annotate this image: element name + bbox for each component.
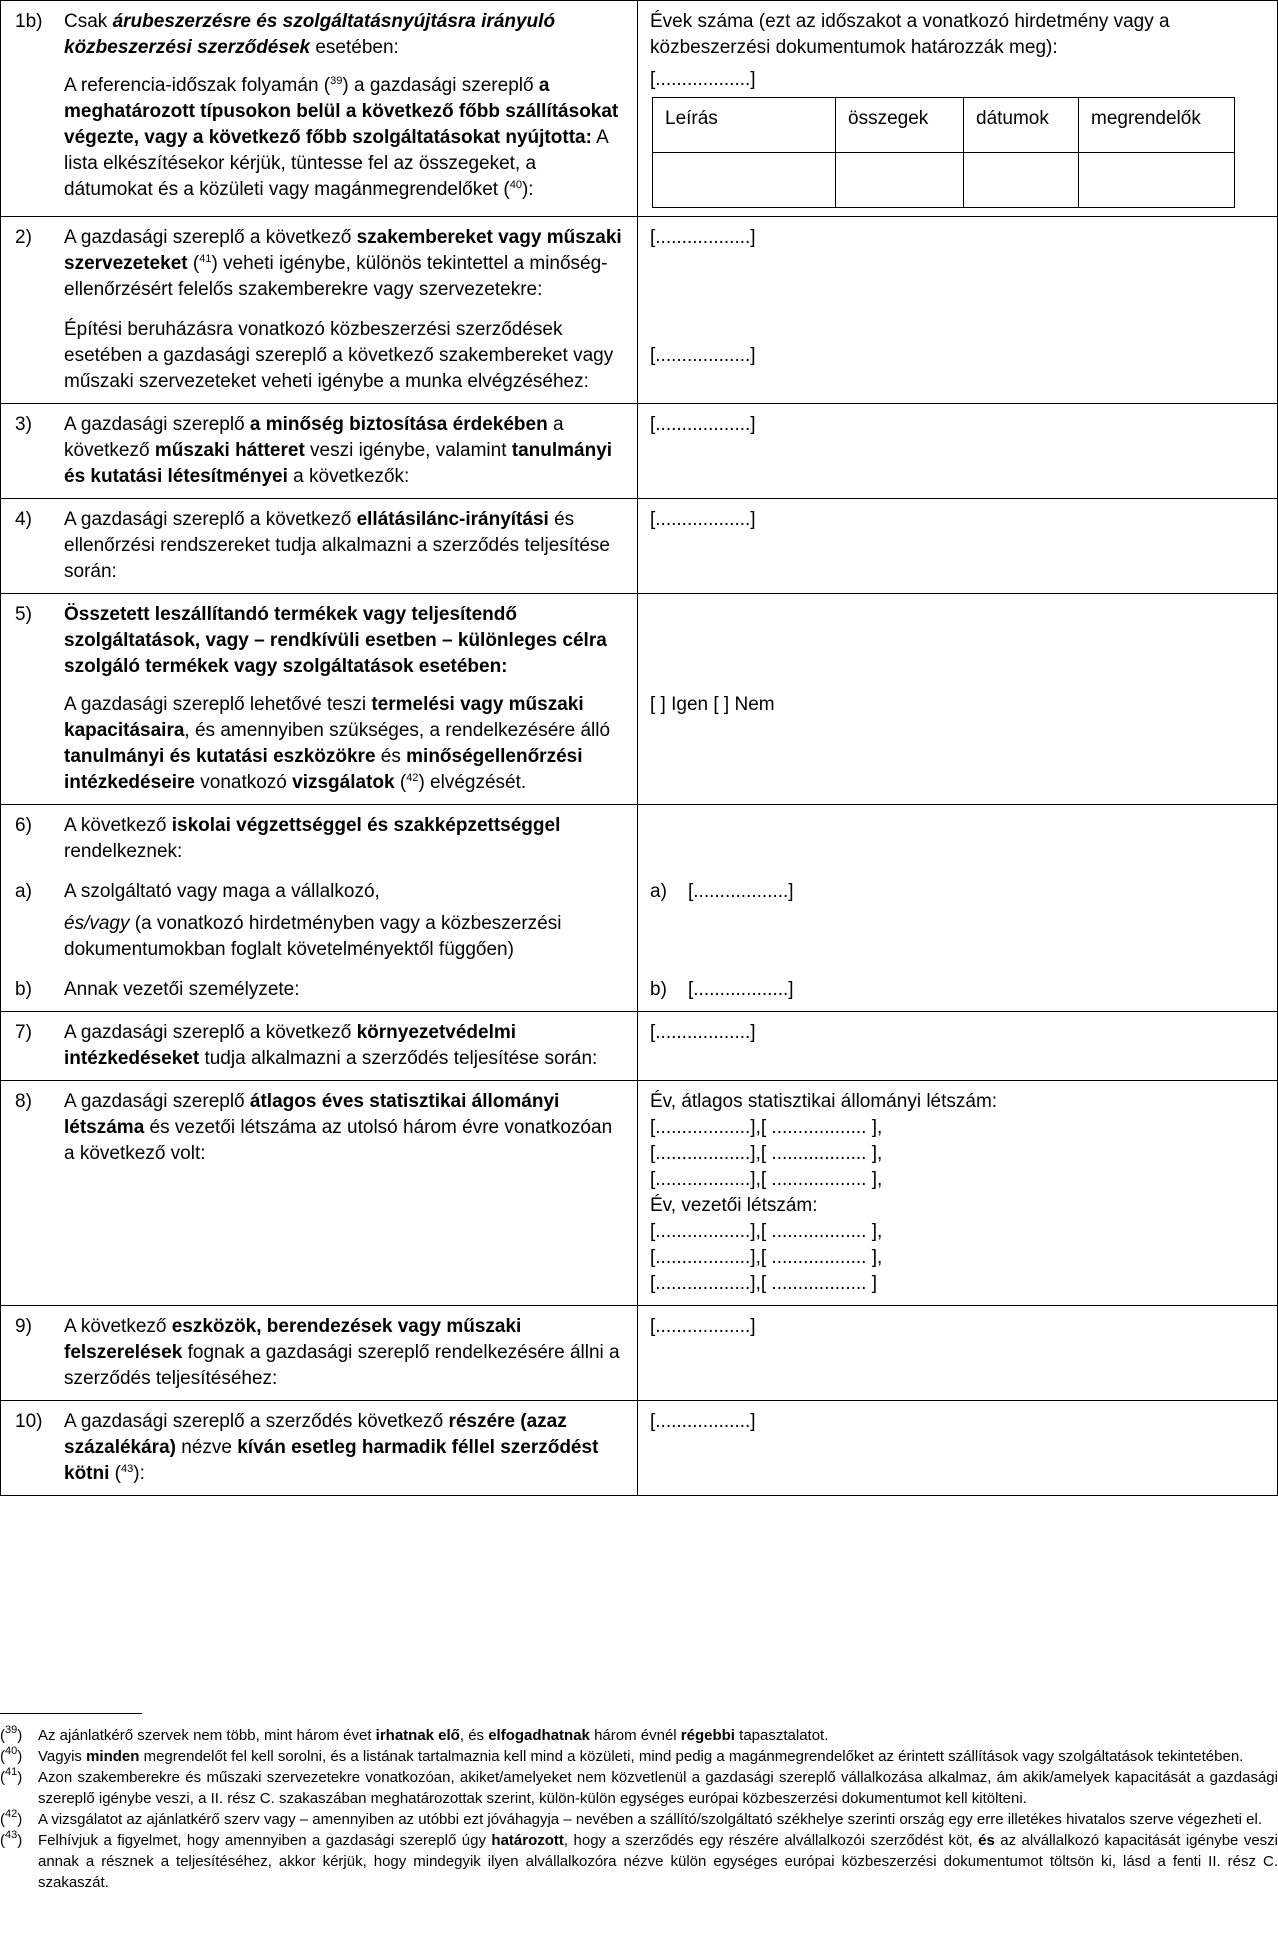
footnote-text: Felhívjuk a figyelmet, hogy amennyiben a gazdasági szereplő úgy határozott, hogy a szerződés egy részére alvállalkozói szerződést köt, és az alvállalkozó kapacitását igénybe veszi annak a résznek a teljesítéséhez, akkor kérjük, hogy mindegyik ilyen alvállalkozóra nézve külön egységes európai közbeszerzési dokumentumot töltsön ki, lásd a fenti II. rész C. szakaszát. <box>38 1832 1278 1891</box>
answer-blank[interactable]: [..................],[ .................. ], <box>650 1143 883 1164</box>
column-header: összegek <box>836 98 964 153</box>
criterion-cell <box>1 805 638 1012</box>
table-cell[interactable] <box>653 153 836 208</box>
table-row <box>1 1306 1278 1401</box>
item-text: A gazdasági szereplő a szerződés következő részére (azaz százalékára) nézve kíván esetleg harmadik féllel szerződést kötni ($^{43}$): <box>64 1411 599 1484</box>
answer-blank[interactable]: [..................],[ .................. ], <box>650 1221 883 1242</box>
footnote: ($^{41}$) Azon szakemberekre és műszaki szervezetekre vonatkozóan, akiket/amelyeket nem közvetlenül a gazdasági szereplő vállalkozása alkalmaz, ám akik/amelyek kapacitását a gazdasági szereplő igénybe veszi, a II. rész C. szakaszában meghatározottak szerint, külön-külön egységes európai közbeszerzési dokumentumot kell kitölteni. <box>0 1766 1278 1807</box>
answer-blank[interactable]: [..................] <box>688 979 794 1000</box>
footnote-number: 43 <box>5 1829 18 1841</box>
table-cell[interactable] <box>964 153 1079 208</box>
footnote: ($^{42}$) A vizsgálatot az ajánlatkérő szerv vagy – amennyiben az utóbbi ezt jóváhagyja – nevében a szállító/szolgáltató székhelye szerinti ország egy erre illetékes hivatalos szerve végezheti el. <box>0 1809 1278 1830</box>
table-row <box>1 217 1278 404</box>
answer-blank[interactable]: [..................],[ .................. ], <box>650 1169 883 1190</box>
item-number: 8) <box>15 1091 32 1112</box>
table-row <box>1 404 1278 499</box>
criterion-cell <box>1 404 638 499</box>
footnotes <box>0 1725 1278 1893</box>
table-row <box>1 1401 1278 1496</box>
answer-blank[interactable]: [..................] <box>650 1411 756 1432</box>
footnote-text: A vizsgálatot az ajánlatkérő szerv vagy – amennyiben az utóbbi ezt jóváhagyja – nevében a szállító/szolgáltató székhelye szerinti ország egy erre illetékes hivatalos szerve végezheti el. <box>38 1811 1263 1828</box>
item-intro: Csak árubeszerzésre és szolgáltatásnyújtásra irányuló közbeszerzési szerződések esetében: <box>64 11 556 58</box>
table-header-row <box>653 98 1235 153</box>
table-row <box>653 153 1235 208</box>
table-row <box>1 1081 1278 1306</box>
footnote-number: 42 <box>5 1808 18 1820</box>
sub-item-label: a) <box>15 881 32 902</box>
answer-blank[interactable]: [..................] <box>650 509 756 530</box>
footnote-text: Az ajánlatkérő szervek nem több, mint három évet irhatnak elő, és elfogadhatnak három évnél régebbi tapasztalatot. <box>38 1727 829 1744</box>
footnote-number: 39 <box>5 1724 18 1736</box>
item-number: 7) <box>15 1022 32 1043</box>
answer-blank[interactable]: [..................],[ .................. ], <box>650 1117 883 1138</box>
item-text: Annak vezetői személyzete: <box>64 979 300 1000</box>
item-text: A gazdasági szereplő a következő ellátásilánc-irányítási és ellenőrzési rendszereket tudja alkalmazni a szerződés teljesítése során: <box>64 509 610 582</box>
column-header: Leírás <box>653 98 836 153</box>
answer-blank[interactable]: [..................] <box>650 227 756 248</box>
sub-item-label: b) <box>650 979 667 1000</box>
footnote: ($^{40}$) Vagyis minden megrendelőt fel kell sorolni, és a listának tartalmaznia kell mind a közületi, mind pedig a magánmegrendelőket az érintett szállítások vagy szolgáltatások tekintetében. <box>0 1746 1278 1767</box>
answer-blank[interactable]: [..................] <box>650 69 756 90</box>
answer-cell <box>638 805 1278 1012</box>
footnote: ($^{43}$) Felhívjuk a figyelmet, hogy amennyiben a gazdasági szereplő úgy határozott, hogy a szerződés egy részére alvállalkozói szerződést köt, és az alvállalkozó kapacitását igénybe veszi annak a résznek a teljesítéséhez, akkor kérjük, hogy mindegyik ilyen alvállalkozóra nézve külön egységes európai közbeszerzési dokumentumot töltsön ki, lásd a fenti II. rész C. szakaszát. <box>0 1829 1278 1891</box>
answer-label: Évek száma (ezt az időszakot a vonatkozó hirdetmény vagy a közbeszerzési dokumentumok határozzák meg): <box>650 11 1170 58</box>
item-heading: Összetett leszállítandó termékek vagy teljesítendő szolgáltatások, vagy – rendkívüli esetben – különleges célra szolgáló termékek vagy szolgáltatások esetében: <box>64 604 607 677</box>
answer-label: Év, átlagos statisztikai állományi létszám: <box>650 1091 998 1112</box>
item-number: 4) <box>15 509 32 530</box>
item-number: 9) <box>15 1316 32 1337</box>
answer-blank[interactable]: [..................] <box>688 881 794 902</box>
footnote-text: Vagyis minden megrendelőt fel kell sorolni, és a listának tartalmaznia kell mind a közületi, mind pedig a magánmegrendelőket az érintett szállítások vagy szolgáltatások tekintetében. <box>38 1748 1244 1765</box>
answer-blank[interactable]: [..................] <box>650 1316 756 1337</box>
item-number: 2) <box>15 227 32 248</box>
answer-label: Év, vezetői létszám: <box>650 1195 818 1216</box>
answer-cell <box>638 594 1278 805</box>
item-text: A gazdasági szereplő lehetővé teszi termelési vagy műszaki kapacitásaira, és amennyiben szükséges, a rendelkezésére álló tanulmányi és kutatási eszközökre és minőségellenőrzési intézkedéseire vonatkozó vizsgálatok ($^{42}$) elvégzését. <box>64 694 611 793</box>
item-text: A gazdasági szereplő a következő környezetvédelmi intézkedéseket tudja alkalmazni a szerződés teljesítése során: <box>64 1022 598 1069</box>
item-text: A következő iskolai végzettséggel és szakképzettséggel rendelkeznek: <box>64 815 561 862</box>
criterion-cell <box>1 1306 638 1401</box>
deliveries-table <box>652 97 1235 208</box>
item-text: Építési beruházásra vonatkozó közbeszerzési szerződések esetében a gazdasági szereplő a következő szakembereket vagy műszaki szervezeteket veheti igénybe a munka elvégzéséhez: <box>64 319 614 392</box>
footnote-separator <box>0 1713 142 1714</box>
criterion-cell <box>1 1012 638 1081</box>
item-text: A gazdasági szereplő a következő szakembereket vagy műszaki szervezeteket ($^{41}$) veheti igénybe, különös tekintettel a minőség-ellenőrzésért felelős szakemberekre vagy szervezetekre: <box>64 227 622 300</box>
sub-item-label: b) <box>15 979 32 1000</box>
table-row <box>1 1012 1278 1081</box>
item-number: 1b) <box>15 11 43 32</box>
answer-cell <box>638 1081 1278 1306</box>
table-row <box>1 1 1278 217</box>
table-row <box>1 805 1278 1012</box>
answer-blank[interactable]: [..................] <box>650 345 756 366</box>
criterion-cell <box>1 499 638 594</box>
answer-cell <box>638 1306 1278 1401</box>
answer-blank[interactable]: [..................],[ .................. ], <box>650 1247 883 1268</box>
item-number: 5) <box>15 604 32 625</box>
criterion-cell <box>1 594 638 805</box>
item-text: A gazdasági szereplő átlagos éves statisztikai állományi létszáma és vezetői létszáma az utolsó három évre vonatkozóan a következő volt: <box>64 1091 613 1164</box>
answer-blank[interactable]: [..................],[ .................. ] <box>650 1273 877 1294</box>
criterion-cell <box>1 1 638 217</box>
item-number: 10) <box>15 1411 43 1432</box>
item-text: A referencia-időszak folyamán ($^{39}$) a gazdasági szereplő a meghatározott típusokon belül a következő főbb szállításokat végezte, vagy a következő főbb szolgáltatásokat nyújtotta: A lista elkészítésekor kérjük, tüntesse fel az összegeket, a dátumokat és a közületi vagy magánmegrendelőket ($^{40}$): <box>64 75 619 200</box>
answer-cell <box>638 499 1278 594</box>
footnote-number: 41 <box>5 1766 18 1778</box>
answer-cell <box>638 1401 1278 1496</box>
item-text: és/vagy (a vonatkozó hirdetményben vagy a közbeszerzési dokumentumokban foglalt követelményektől függően) <box>64 913 562 960</box>
item-text: A szolgáltató vagy maga a vállalkozó, <box>64 881 380 902</box>
criterion-cell <box>1 1081 638 1306</box>
column-header: dátumok <box>964 98 1079 153</box>
answer-cell <box>638 404 1278 499</box>
item-text: A következő eszközök, berendezések vagy műszaki felszerelések fognak a gazdasági szereplő rendelkezésére állni a szerződés teljesítéséhez: <box>64 1316 620 1389</box>
table-cell[interactable] <box>836 153 964 208</box>
answer-cell <box>638 217 1278 404</box>
table-cell[interactable] <box>1079 153 1235 208</box>
column-header: megrendelők <box>1079 98 1235 153</box>
yes-no-choice[interactable]: [ ] Igen [ ] Nem <box>650 694 775 715</box>
footnote-text: Azon szakemberekre és műszaki szervezetekre vonatkozóan, akiket/amelyeket nem közvetlenül a gazdasági szereplő vállalkozása alkalmaz, ám akik/amelyek kapacitását a gazdasági szereplő igénybe veszi, a II. rész C. szakaszában meghatározottak szerint, külön-külön egységes európai közbeszerzési dokumentumot kell kitölteni. <box>38 1769 1278 1807</box>
criterion-cell <box>1 217 638 404</box>
answer-cell <box>638 1012 1278 1081</box>
table-row <box>1 499 1278 594</box>
answer-blank[interactable]: [..................] <box>650 1022 756 1043</box>
footnote-number: 40 <box>5 1745 18 1757</box>
footnote: ($^{39}$) Az ajánlatkérő szervek nem több, mint három évet irhatnak elő, és elfogadhatnak három évnél régebbi tapasztalatot. <box>0 1725 1278 1746</box>
sub-item-label: a) <box>650 881 667 902</box>
table-row <box>1 594 1278 805</box>
answer-cell <box>638 1 1278 217</box>
item-number: 3) <box>15 414 32 435</box>
answer-blank[interactable]: [..................] <box>650 414 756 435</box>
criterion-cell <box>1 1401 638 1496</box>
item-text: A gazdasági szereplő a minőség biztosítása érdekében a következő műszaki hátteret veszi igénybe, valamint tanulmányi és kutatási létesítményei a következők: <box>64 414 613 487</box>
item-number: 6) <box>15 815 32 836</box>
